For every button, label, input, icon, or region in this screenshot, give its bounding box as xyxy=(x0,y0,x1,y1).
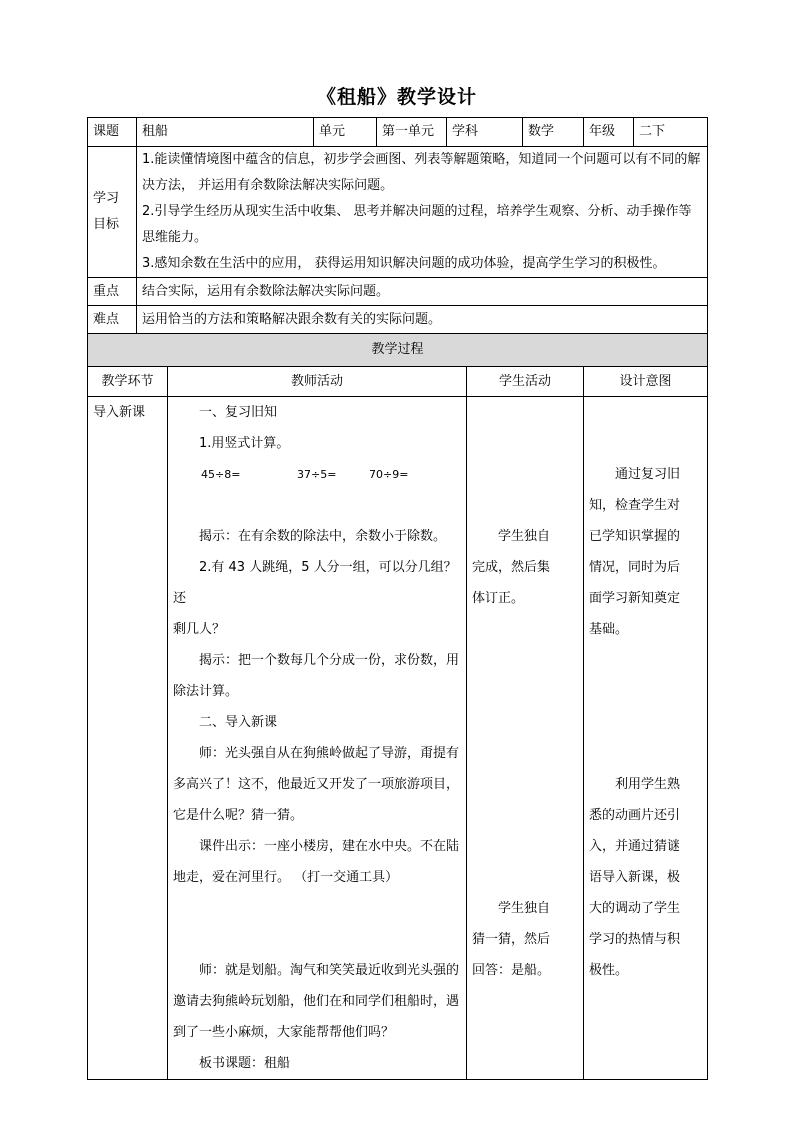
purpose-p1-line: 情况，同时为后 xyxy=(589,560,681,575)
q1-item: 70÷9= xyxy=(369,468,409,481)
purpose-p2-line: 学习的热情与积 xyxy=(589,932,681,947)
stage-cell: 导入新课 xyxy=(88,397,168,1080)
purpose-p2-line: 语导入新课，极 xyxy=(589,870,681,885)
intro-line: 多高兴了！这不，他最近又开发了一项旅游项目， xyxy=(173,777,460,792)
process-body-row xyxy=(88,397,708,1080)
difficulty-label: 难点 xyxy=(88,306,137,334)
q1-reveal: 揭示：在有余数的除法中，余数小于除数。 xyxy=(199,529,447,544)
column-header-stage: 教学环节 xyxy=(88,367,168,397)
intro-line: 师：光头强自从在狗熊岭做起了导游，甭提有 xyxy=(199,746,460,761)
q1-item: 37÷5= xyxy=(297,468,337,481)
student-a2-line: 猜一猜，然后 xyxy=(472,932,551,947)
spacer xyxy=(173,490,461,521)
student-a1-line: 体订正。 xyxy=(472,591,525,606)
purpose-p2-line: 大的调动了学生 xyxy=(589,901,681,916)
spacer xyxy=(173,924,461,955)
grade-value: 二下 xyxy=(634,118,708,147)
objectives-row xyxy=(88,147,708,278)
column-header-student: 学生活动 xyxy=(467,367,584,397)
objective-item: 3.感知余数在生活中的应用， 获得运用知识解决问题的成功体验，提高学生学习的积极性。 xyxy=(142,256,666,271)
student-a2-line: 回答：是船。 xyxy=(472,963,551,978)
purpose-p2-line: 悉的动画片还引 xyxy=(589,808,681,823)
answer-line: 到了一些小麻烦，大家能帮帮他们吗？ xyxy=(173,1025,395,1040)
unit-value: 第一单元 xyxy=(377,118,447,147)
q2-line: 2.有 43 人跳绳，5 人分一组，可以分几组？还 xyxy=(173,560,457,606)
answer-line: 师：就是划船。淘气和笑笑最近收到光头强的 xyxy=(199,963,460,978)
unit-label: 单元 xyxy=(314,118,377,147)
objective-item: 1.能读懂情境图中蕴含的信息，初步学会画图、列表等解题策略，知道同一个问题可以有不同的解决方法， 并运用有余数除法解决实际问题。 xyxy=(142,152,701,193)
purpose-p1-line: 知，检查学生对 xyxy=(589,498,681,513)
q1-item: 45÷8= xyxy=(201,468,241,481)
answer-line: 邀请去狗熊岭玩划船，他们在和同学们租船时，遇 xyxy=(173,994,460,1009)
spacer xyxy=(173,893,461,924)
objectives-label-line1: 学习 xyxy=(93,191,120,206)
review-title: 一、复习旧知 xyxy=(199,405,278,420)
objectives-label xyxy=(88,147,137,278)
column-header-teacher: 教师活动 xyxy=(168,367,467,397)
subject-label: 学科 xyxy=(447,118,523,147)
difficulty-row xyxy=(88,306,708,334)
purpose-p1-line: 通过复习旧 xyxy=(615,467,681,482)
riddle-line: 地走，爱在河里行。 （打一交通工具） xyxy=(173,870,399,885)
teacher-activity-cell xyxy=(168,397,467,1080)
q2-line: 剩几人？ xyxy=(173,622,226,637)
column-header-row xyxy=(88,367,708,397)
q1-items xyxy=(173,459,461,490)
intro-line: 它是什么呢？猜一猜。 xyxy=(173,808,304,823)
purpose-p1-line: 面学习新知奠定 xyxy=(589,591,681,606)
riddle-line: 课件出示：一座小楼房，建在水中央。不在陆 xyxy=(199,839,460,854)
subject-value: 数学 xyxy=(523,118,584,147)
process-header: 教学过程 xyxy=(88,334,708,367)
document-title: 《租船》教学设计 xyxy=(316,86,477,108)
q2-reveal-line: 除法计算。 xyxy=(173,684,239,699)
key-point-text: 结合实际，运用有余数除法解决实际问题。 xyxy=(137,278,708,306)
objectives-content xyxy=(137,147,708,278)
lesson-plan-table xyxy=(87,117,708,1080)
objectives-label-line2: 目标 xyxy=(93,217,120,232)
column-header-purpose: 设计意图 xyxy=(584,367,708,397)
objective-item: 2.引导学生经历从现实生活中收集、 思考并解决问题的过程，培养学生观察、分析、动手操作等思维能力。 xyxy=(142,204,692,245)
purpose-p1-line: 已学知识掌握的 xyxy=(589,529,681,544)
student-activity-cell xyxy=(467,397,584,1080)
q1-title: 1.用竖式计算。 xyxy=(199,436,290,451)
topic-label: 课题 xyxy=(88,118,137,147)
intro-title: 二、导入新课 xyxy=(199,715,278,730)
student-a1-line: 完成，然后集 xyxy=(472,560,551,575)
process-header-row xyxy=(88,334,708,367)
student-a1-line: 学生独自 xyxy=(498,529,551,544)
grade-label: 年级 xyxy=(584,118,634,147)
q2-reveal-line: 揭示：把一个数每几个分成一份，求份数，用 xyxy=(199,653,460,668)
purpose-p2-line: 利用学生熟 xyxy=(615,777,681,792)
purpose-p2-line: 入，并通过猜谜 xyxy=(589,839,681,854)
purpose-p1-line: 基础。 xyxy=(589,622,629,637)
key-point-row xyxy=(88,278,708,306)
student-a2-line: 学生独自 xyxy=(498,901,551,916)
purpose-p2-line: 极性。 xyxy=(589,963,629,978)
board-title: 板书课题：租船 xyxy=(199,1056,291,1071)
design-purpose-cell xyxy=(584,397,708,1080)
topic-value: 租船 xyxy=(137,118,314,147)
info-row xyxy=(88,118,708,147)
key-point-label: 重点 xyxy=(88,278,137,306)
difficulty-text: 运用恰当的方法和策略解决跟余数有关的实际问题。 xyxy=(137,306,708,334)
